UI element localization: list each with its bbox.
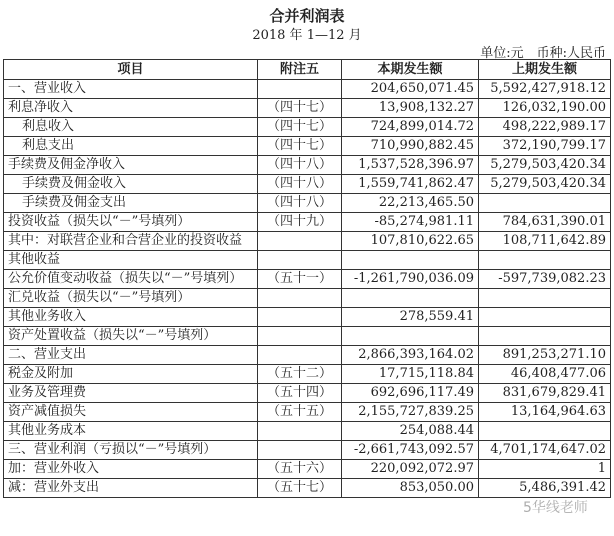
table-row xyxy=(4,175,611,194)
row-previous: 4,701,174,647.02 xyxy=(479,441,611,460)
table-row xyxy=(4,99,611,118)
row-note: （四十八） xyxy=(258,175,342,194)
row-item: 资产处置收益（损失以“－”号填列） xyxy=(4,327,258,346)
row-previous: 108,711,642.89 xyxy=(479,232,611,251)
row-item: 利息净收入 xyxy=(4,99,258,118)
row-item: 利息收入 xyxy=(4,118,258,137)
row-note xyxy=(258,80,342,99)
row-previous xyxy=(479,308,611,327)
row-current: 220,092,072.97 xyxy=(342,460,479,479)
row-current: -1,261,790,036.09 xyxy=(342,270,479,289)
row-previous: 831,679,829.41 xyxy=(479,384,611,403)
row-previous xyxy=(479,422,611,441)
row-note xyxy=(258,232,342,251)
table-row xyxy=(4,327,611,346)
row-current: 13,908,132.27 xyxy=(342,99,479,118)
row-item: 减：营业外支出 xyxy=(4,479,258,498)
row-item: 公允价值变动收益（损失以“－”号填列） xyxy=(4,270,258,289)
row-current: 724,899,014.72 xyxy=(342,118,479,137)
col-note: 附注五 xyxy=(258,60,342,80)
row-note: （五十五） xyxy=(258,403,342,422)
row-previous xyxy=(479,289,611,308)
row-note: （五十二） xyxy=(258,365,342,384)
col-current: 本期发生额 xyxy=(342,60,479,80)
row-current: 22,213,465.50 xyxy=(342,194,479,213)
row-previous: 5,486,391.42 xyxy=(479,479,611,498)
table-row xyxy=(4,441,611,460)
table-row xyxy=(4,251,611,270)
row-previous: 5,592,427,918.12 xyxy=(479,80,611,99)
row-previous: 891,253,271.10 xyxy=(479,346,611,365)
row-current: 2,866,393,164.02 xyxy=(342,346,479,365)
row-item: 手续费及佣金净收入 xyxy=(4,156,258,175)
table-row xyxy=(4,232,611,251)
table-row xyxy=(4,289,611,308)
report-title: 合并利润表 xyxy=(269,7,345,25)
row-note: （五十一） xyxy=(258,270,342,289)
table-row xyxy=(4,308,611,327)
table-row xyxy=(4,137,611,156)
row-previous xyxy=(479,251,611,270)
row-current xyxy=(342,251,479,270)
table-row xyxy=(4,270,611,289)
row-item: 资产减值损失 xyxy=(4,403,258,422)
col-item: 项目 xyxy=(4,60,258,80)
row-current: 692,696,117.49 xyxy=(342,384,479,403)
table-row xyxy=(4,118,611,137)
row-item: 其他业务收入 xyxy=(4,308,258,327)
row-item: 二、营业支出 xyxy=(4,346,258,365)
row-item: 其他收益 xyxy=(4,251,258,270)
table-row xyxy=(4,156,611,175)
row-item: 手续费及佣金支出 xyxy=(4,194,258,213)
row-previous: 5,279,503,420.34 xyxy=(479,156,611,175)
row-note xyxy=(258,289,342,308)
table-row xyxy=(4,80,611,99)
row-current: -2,661,743,092.57 xyxy=(342,441,479,460)
row-item: 一、营业收入 xyxy=(4,80,258,99)
row-current: 254,088.44 xyxy=(342,422,479,441)
row-previous: 5,279,503,420.34 xyxy=(479,175,611,194)
row-note: （四十九） xyxy=(258,213,342,232)
row-note xyxy=(258,346,342,365)
row-item: 税金及附加 xyxy=(4,365,258,384)
row-previous: -597,739,082.23 xyxy=(479,270,611,289)
row-previous: 13,164,964.63 xyxy=(479,403,611,422)
report-period: 2018 年 1—12 月 xyxy=(252,28,362,43)
table-row xyxy=(4,194,611,213)
row-previous xyxy=(479,327,611,346)
row-note xyxy=(258,441,342,460)
row-note xyxy=(258,327,342,346)
row-previous: 1 xyxy=(479,460,611,479)
table-row xyxy=(4,422,611,441)
row-previous: 126,032,190.00 xyxy=(479,99,611,118)
row-note xyxy=(258,308,342,327)
row-current: 853,050.00 xyxy=(342,479,479,498)
row-current: -85,274,981.11 xyxy=(342,213,479,232)
row-item: 汇兑收益（损失以“－”号填列） xyxy=(4,289,258,308)
row-note: （四十七） xyxy=(258,118,342,137)
row-item: 投资收益（损失以“－”号填列） xyxy=(4,213,258,232)
row-item: 其中：对联营企业和合营企业的投资收益 xyxy=(4,232,258,251)
table-row xyxy=(4,479,611,498)
row-note: （四十七） xyxy=(258,137,342,156)
row-current: 278,559.41 xyxy=(342,308,479,327)
row-previous: 498,222,989.17 xyxy=(479,118,611,137)
table-row xyxy=(4,346,611,365)
row-note xyxy=(258,422,342,441)
row-note xyxy=(258,251,342,270)
row-note: （五十七） xyxy=(258,479,342,498)
row-note: （五十四） xyxy=(258,384,342,403)
table-row xyxy=(4,365,611,384)
row-previous: 46,408,477.06 xyxy=(479,365,611,384)
row-current: 204,650,071.45 xyxy=(342,80,479,99)
row-note: （四十七） xyxy=(258,99,342,118)
row-note: （四十八） xyxy=(258,156,342,175)
header-row xyxy=(4,60,611,80)
row-current: 107,810,622.65 xyxy=(342,232,479,251)
row-note: （五十六） xyxy=(258,460,342,479)
watermark: 5华线老师 xyxy=(523,500,588,516)
table-row xyxy=(4,403,611,422)
row-previous: 784,631,390.01 xyxy=(479,213,611,232)
row-current: 1,559,741,862.47 xyxy=(342,175,479,194)
col-previous: 上期发生额 xyxy=(479,60,611,80)
row-item: 利息支出 xyxy=(4,137,258,156)
row-current: 710,990,882.45 xyxy=(342,137,479,156)
table-row xyxy=(4,384,611,403)
row-note: （四十八） xyxy=(258,194,342,213)
row-item: 业务及管理费 xyxy=(4,384,258,403)
row-item: 三、营业利润（亏损以“－”号填列） xyxy=(4,441,258,460)
row-previous xyxy=(479,194,611,213)
row-previous: 372,190,799.17 xyxy=(479,137,611,156)
row-item: 其他业务成本 xyxy=(4,422,258,441)
row-current: 17,715,118.84 xyxy=(342,365,479,384)
currency-unit: 单位:元 币种:人民币 xyxy=(480,46,606,61)
table-row xyxy=(4,460,611,479)
row-current: 2,155,727,839.25 xyxy=(342,403,479,422)
row-item: 手续费及佣金收入 xyxy=(4,175,258,194)
table-row xyxy=(4,213,611,232)
row-item: 加：营业外收入 xyxy=(4,460,258,479)
row-current: 1,537,528,396.97 xyxy=(342,156,479,175)
row-current xyxy=(342,327,479,346)
row-current xyxy=(342,289,479,308)
income-statement-table xyxy=(3,59,611,498)
